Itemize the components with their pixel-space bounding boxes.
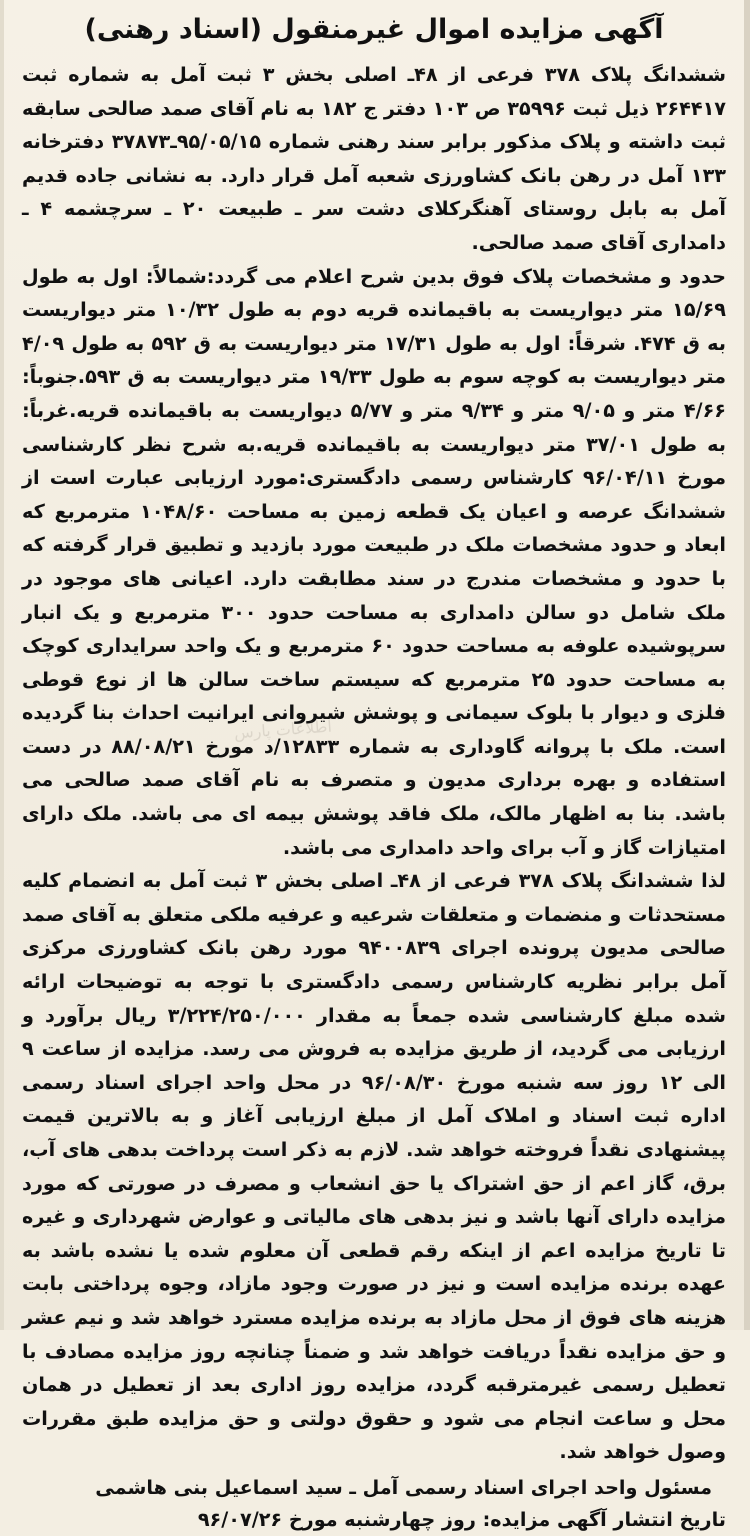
- publish-date-line: تاریخ انتشار آگهی مزایده: روز چهارشنبه مورخ ۹۶/۰۷/۲۶: [197, 1507, 726, 1531]
- notice-body: [22, 58, 726, 1469]
- notice-paragraph-boundaries: حدود و مشخصات پلاک فوق بدین شرح اعلام می گردد:شمالاً: اول به طول ۱۵/۶۹ متر دیواریست به باقیمانده قریه دوم به طول ۱۰/۳۲ متر دیواریست به ق ۴۷۴. شرقاً: اول به طول ۱۷/۳۱ متر دیواریست به ق ۵۹۲ به طول ۴/۰۹ متر دیواریست به کوچه سوم به طول ۱۹/۳۳ متر دیواریست به ق ۵۹۳.جنوباً: ۴/۶۶ متر و ۹/۰۵ متر و ۹/۳۴ متر و ۵/۷۷ دیواریست به باقیمانده قریه.غرباً: به طول ۳۷/۰۱ متر دیواریست به باقیمانده قریه.به شرح نظر کارشناسی مورخ ۹۶/۰۴/۱۱ کارشناس رسمی دادگستری:مورد ارزیابی عبارت است از ششدانگ عرصه و اعیان یک قطعه زمین به مساحت ۱۰۴۸/۶۰ مترمربع که ابعاد و حدود مشخصات ملک در طبیعت مورد بازدید و تطبیق قرار گرفته که با حدود و مشخصات مندرج در سند مطابقت دارد. اعیانی های موجود در ملک شامل دو سالن دامداری به مساحت حدود ۳۰۰ مترمربع و یک انبار سرپوشیده علوفه به مساحت حدود ۶۰ مترمربع و یک واحد سرایداری کوچک به مساحت حدود ۲۵ مترمربع که سیستم ساخت سالن ها از نوع قوطی فلزی و دیوار با بلوک سیمانی و پوشش شیروانی ایرانیت احداث بنا گردیده است. ملک با پروانه گاوداری به شماره ۱۲۸۳۳/د مورخ ۸۸/۰۸/۲۱ در دست استفاده و بهره برداری مدیون و متصرف به نام آقای صمد صالحی می باشد. بنا به اظهار مالک، ملک فاقد پوشش بیمه ای می باشد. ملک دارای امتیازات گاز و آب برای واحد دامداری می باشد.: [22, 264, 727, 859]
- notice-title: آگهی مزایده اموال غیرمنقول (اسناد رهنی): [84, 14, 664, 45]
- notice-paragraph-property: ششدانگ پلاک ۳۷۸ فرعی از ۴۸ـ اصلی بخش ۳ ثبت آمل به شماره ثبت ۲۶۴۴۱۷ ذیل ثبت ۳۵۹۹۶ ص ۱۰۳ دفتر ج ۱۸۲ به نام آقای صمد صالحی سابقه ثبت داشته و پلاک مذکور برابر سند رهنی شماره ۹۵/۰۵/۱۵ـ۳۷۸۷۳ دفترخانه ۱۳۳ آمل در رهن بانک کشاورزی شعبه آمل قرار دارد. به نشانی جاده قدیم آمل به بابل روستای آهنگرکلای دشت سر ـ طبیعت ۲۰ ـ سرچشمه ۴ ـ دامداری آقای صمد صالحی.: [22, 63, 727, 254]
- watermark-stamp: اطلاعات پارس: [233, 716, 333, 743]
- notice-signature: مسئول واحد اجرای اسناد رسمی آمل ـ سید اسماعیل بنی هاشمی: [95, 1475, 712, 1499]
- notice-paragraph-auction-terms: لذا ششدانگ پلاک ۳۷۸ فرعی از ۴۸ـ اصلی بخش ۳ ثبت آمل به انضمام کلیه مستحدثات و منضمات و متعلقات شرعیه و عرفیه ملکی متعلق به آقای صمد صالحی مدیون پرونده اجرای ۹۴۰۰۸۳۹ مورد رهن بانک کشاورزی مرکزی آمل برابر نظریه کارشناس رسمی دادگستری با توجه به توضیحات ارائه شده مبلغ کارشناسی شده جمعاً به مقدار ۳/۲۲۴/۲۵۰/۰۰۰ ریال برآورد و ارزیابی می گردید، از طریق مزایده به فروش می رسد. مزایده از ساعت ۹ الی ۱۲ روز سه شنبه مورخ ۹۶/۰۸/۳۰ در محل واحد اجرای اسناد رسمی اداره ثبت اسناد و املاک آمل از مبلغ ارزیابی آغاز و به بالاترین قیمت پیشنهادی نقداً فروخته خواهد شد. لازم به ذکر است پرداخت بدهی های آب، برق، گاز اعم از حق اشتراک یا حق انشعاب و مصرف در صورتی که مورد مزایده دارای آنها باشد و نیز بدهی های مالیاتی و عوارض شهرداری و غیره تا تاریخ مزایده اعم از اینکه رقم قطعی آن معلوم شده یا نشده باشد به عهده برنده مزایده است و نیز در صورت وجود مازاد، وجوه پرداختی بابت هزینه های فوق از محل مازاد به برنده مزایده مسترد خواهد شد و نیم عشر و حق مزایده نقداً دریافت خواهد شد و ضمناً چنانچه روز مزایده مصادف با تعطیل رسمی غیرمترقبه گردد، مزایده روز اداری بعد از تعطیل در همان محل و ساعت انجام می شود و حقوق دولتی و حق مزایده طبق مقررات وصول خواهد شد.: [22, 869, 727, 1464]
